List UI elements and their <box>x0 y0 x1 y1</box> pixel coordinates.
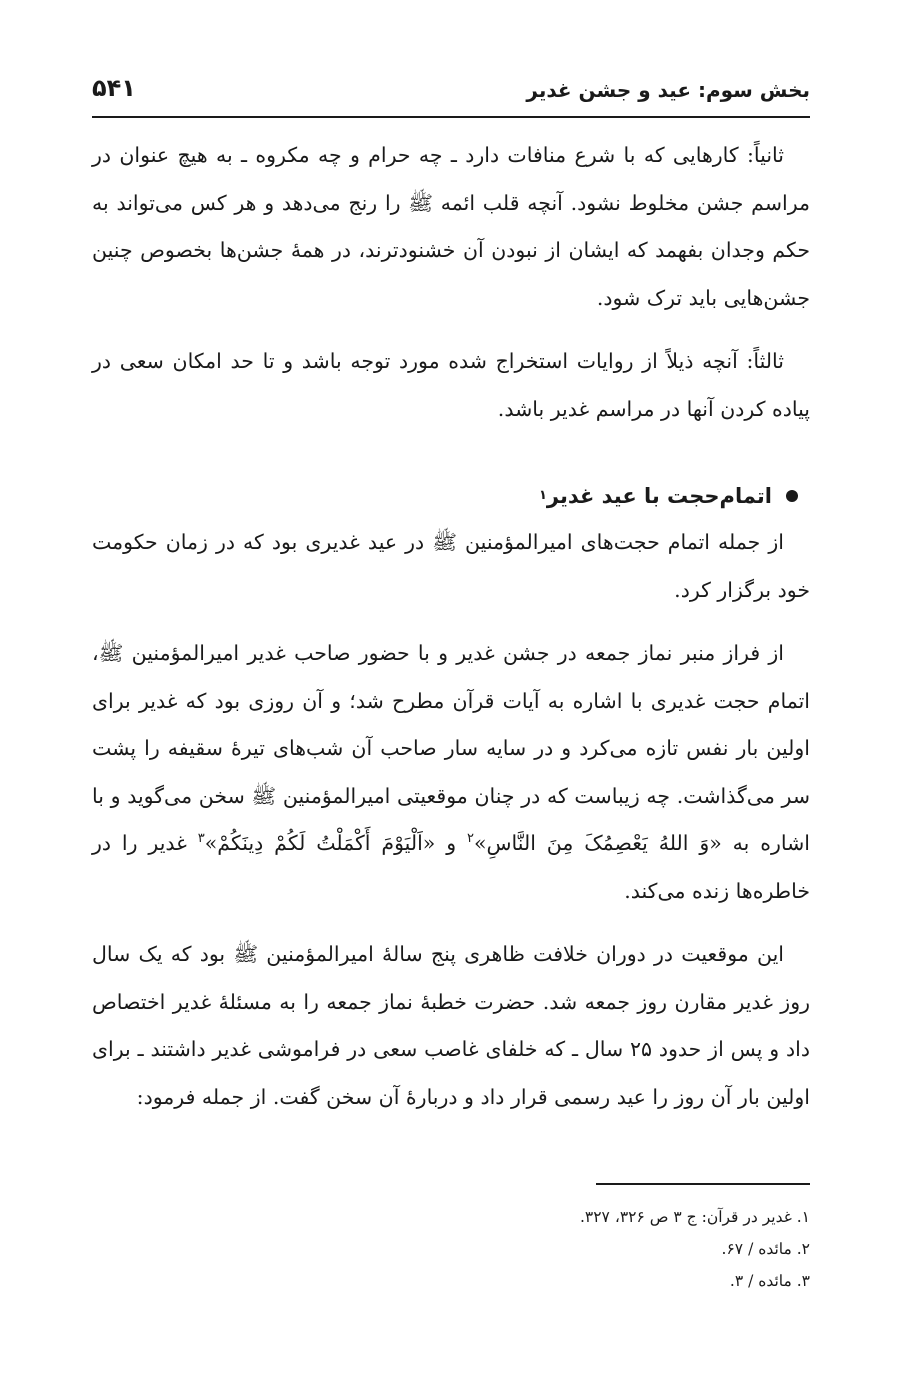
page-number: ۵۴۱ <box>92 74 136 102</box>
paragraph-4-part-3: غدیر را در خاطره‌ها زنده می‌کند. <box>92 831 810 903</box>
paragraph-4 <box>92 630 810 915</box>
section-heading-text: اتمام‌حجت با عید غدیر <box>546 484 772 508</box>
running-header <box>92 66 810 118</box>
footnotes <box>92 1183 810 1297</box>
footnote-ref-3[interactable]: ۳ <box>197 831 205 847</box>
footnote-2: ۲. مائده / ۶۷. <box>721 1240 810 1258</box>
book-page <box>92 0 810 1390</box>
footnote-3: ۳. مائده / ۳. <box>729 1272 810 1290</box>
paragraph-3: از جمله اتمام حجت‌های امیرالمؤمنین ﷺ در عید غدیری بود که در زمان حکومت خود برگزار کرد. <box>92 530 810 602</box>
section-heading: اتمام‌حجت با عید غدیر ۱ <box>92 473 810 519</box>
paragraph-4-part-1: از فراز منبر نماز جمعه در جشن غدیر و با حضور صاحب غدیر امیرالمؤمنین ﷺ، اتمام حجت غدیری با اشاره به آیات قرآن مطرح شد؛ و آن روزی بود که غدیر برای اولین بار نفس تازه می‌کرد و در سایه سار صاحب آن شب‌های تیرهٔ سقیفه را پشت سر می‌گذاشت. چه زیباست که در چنان موقعیتی امیرالمؤمنین ﷺ سخن می‌گوید و با اشاره به «وَ اللهُ یَعْصِمُکَ مِنَ النَّاسِ» <box>92 641 810 855</box>
footnote-ref-2[interactable]: ۲ <box>467 831 474 847</box>
paragraph-2: ثالثاً: آنچه ذیلاً از روایات استخراج شده مورد توجه باشد و تا حد امکان سعی در پیاده کردن آنها در مراسم غدیر باشد. <box>92 349 810 421</box>
bullet-icon <box>786 490 798 502</box>
header-title: بخش سوم: عید و جشن غدیر <box>526 78 810 102</box>
paragraph-1: ثانیاً: کارهایی که با شرع منافات دارد ـ چه حرام و چه مکروه ـ به هیچ عنوان در مراسم جشن مخلوط نشود. آنچه قلب ائمه ﷺ را رنج می‌دهد و هر کس می‌تواند به حکم وجدان بفهمد که ایشان از نبودن آن خشنودترند، در همهٔ جشن‌ها بخصوص چنین جشن‌هایی باید ترک شود. <box>92 143 810 310</box>
body-text <box>92 132 810 1137</box>
footnote-divider <box>596 1183 810 1185</box>
footnote-1: ۱. غدیر در قرآن: ج ۳ ص ۳۲۶، ۳۲۷. <box>579 1208 810 1226</box>
paragraph-5: این موقعیت در دوران خلافت ظاهری پنج سالهٔ امیرالمؤمنین ﷺ بود که یک سال روز غدیر مقارن روز جمعه شد. حضرت خطبهٔ نماز جمعه را به مسئلهٔ غدیر اختصاص داد و پس از حدود ۲۵ سال ـ که خلفای غاصب سعی در فراموشی غدیر داشتند ـ برای اولین بار آن روز را عید رسمی قرار داد و دربارهٔ آن سخن گفت. از جمله فرمود: <box>92 942 810 1109</box>
paragraph-4-part-2: و «اَلْیَوْمَ أَکْمَلْتُ لَکُمْ دِینَکُمْ» <box>204 831 467 855</box>
